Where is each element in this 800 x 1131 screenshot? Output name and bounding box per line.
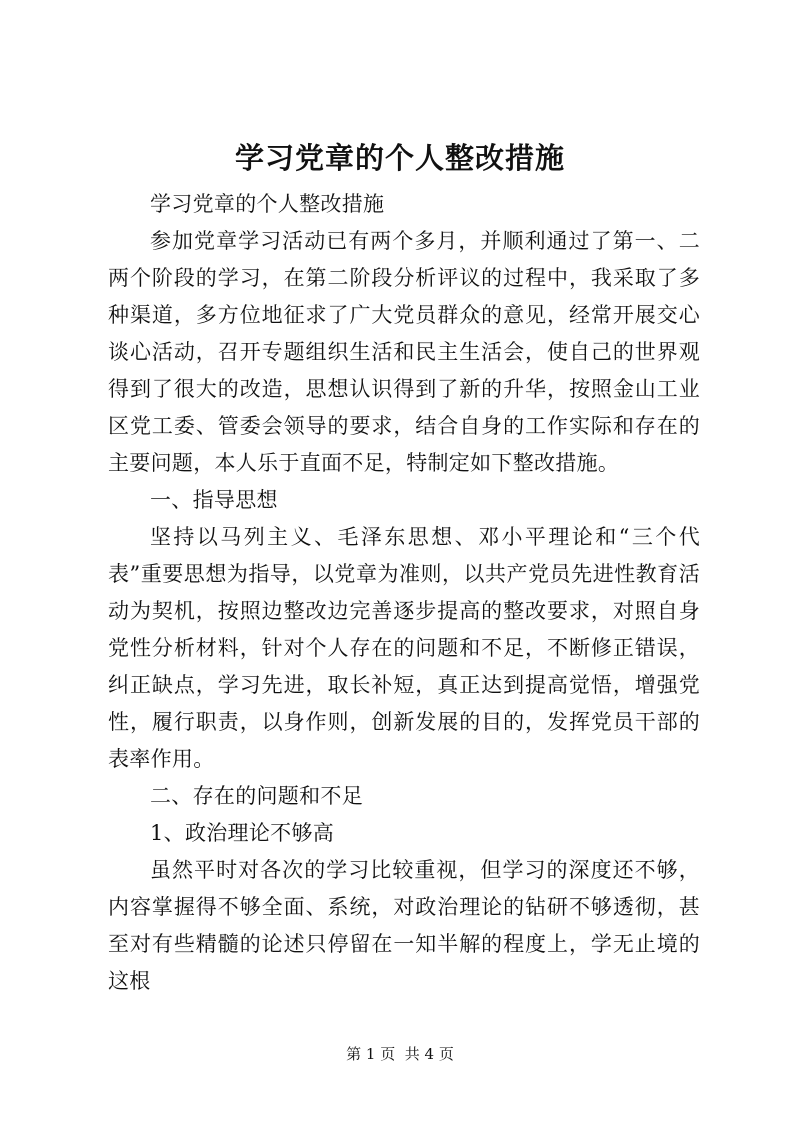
subsection-heading-political-theory: 1、政治理论不够高 (150, 821, 335, 845)
political-theory-paragraph: 虽然平时对各次的学习比较重视，但学习的深度还不够，内容掌握得不够全面、系统，对政治理论的钻研不够透彻，甚至对有些精髓的论述只停留在一知半解的程度上，学无止境的这根 (108, 858, 700, 993)
document-title: 学习党章的个人整改措施 (234, 141, 565, 175)
subtitle-paragraph: 学习党章的个人整改措施 (150, 192, 385, 216)
section-heading-guiding-thought: 一、指导思想 (150, 488, 278, 512)
page-number: 第 1 页 共 4 页 (346, 1045, 454, 1063)
guiding-thought-paragraph: 坚持以马列主义、毛泽东思想、邓小平理论和“三个代表”重要思想为指导，以党章为准则，以共产党员先进性教育活动为契机，按照边整改边完善逐步提高的整改要求，对照自身党性分析材料，针对个人存在的问题和不足，不断修正错误，纠正缺点，学习先进，取长补短，真正达到提高觉悟，增强党性，履行职责，以身作则，创新发展的目的，发挥党员干部的表率作用。 (108, 525, 700, 771)
section-heading-problems: 二、存在的问题和不足 (150, 784, 363, 808)
intro-paragraph: 参加党章学习活动已有两个多月，并顺利通过了第一、二两个阶段的学习，在第二阶段分析评议的过程中，我采取了多种渠道，多方位地征求了广大党员群众的意见，经常开展交心谈心活动，召开专题组织生活和民主生活会，使自己的世界观得到了很大的改造，思想认识得到了新的升华，按照金山工业区党工委、管委会领导的要求，结合自身的工作实际和存在的主要问题，本人乐于直面不足，特制定如下整改措施。 (108, 229, 700, 475)
page-footer (0, 1044, 800, 1064)
document-body (108, 186, 700, 1000)
